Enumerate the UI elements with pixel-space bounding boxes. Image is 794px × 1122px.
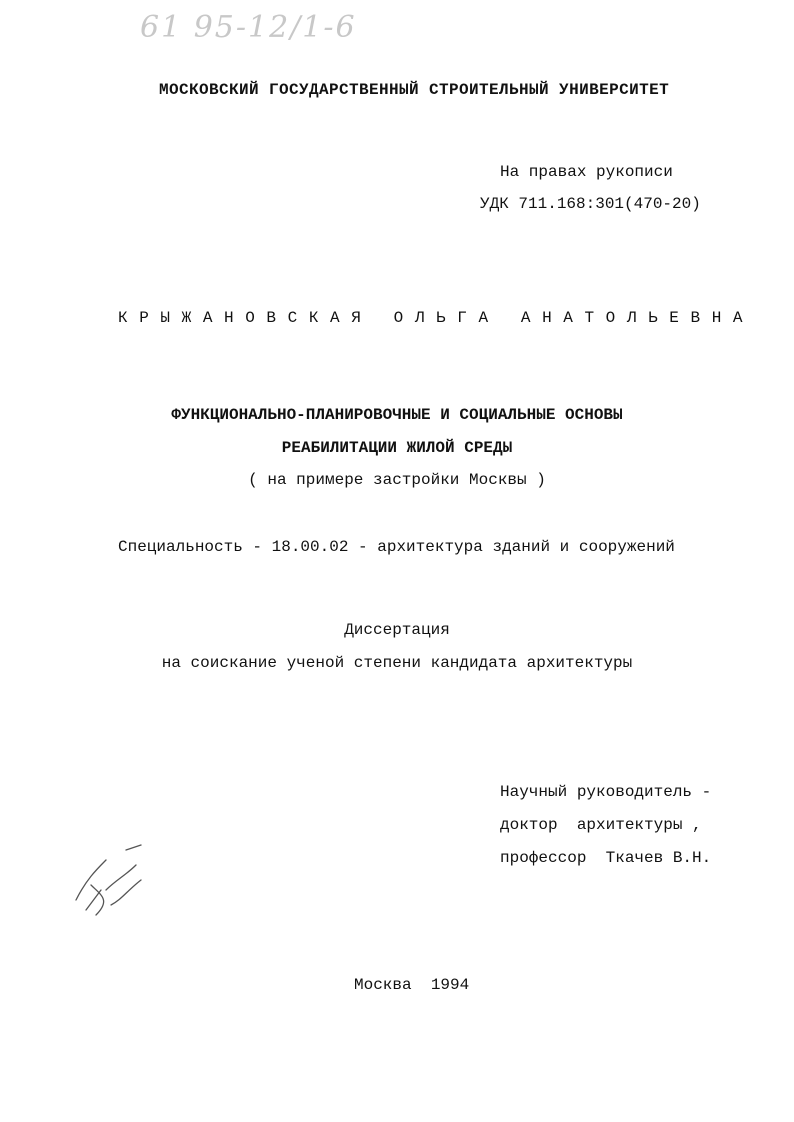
manuscript-rights: На правах рукописи (500, 163, 673, 181)
udk-code: УДК 711.168:301(470-20) (480, 195, 701, 213)
subtitle: ( на примере застройки Москвы ) (248, 471, 546, 489)
author-name: К Р Ы Ж А Н О В С К А Я О Л Ь Г А А Н А Т О Л Ь Е В Н А (118, 309, 744, 327)
degree: на соискание ученой степени кандидата архитектуры (161, 654, 633, 672)
supervisor-line-1: Научный руководитель - (500, 783, 712, 801)
supervisor-line-2: доктор архитектуры , (500, 816, 702, 834)
signature-mark (66, 840, 156, 930)
title-line-2: РЕАБИЛИТАЦИИ ЖИЛОЙ СРЕДЫ (281, 439, 513, 457)
document-type: Диссертация (344, 621, 450, 639)
archive-handwritten-mark: 61 95-12/1-6 (140, 10, 357, 45)
specialty: Специальность - 18.00.02 - архитектура зданий и сооружений (118, 538, 675, 556)
university-name: МОСКОВСКИЙ ГОСУДАРСТВЕННЫЙ СТРОИТЕЛЬНЫЙ УНИВЕРСИТЕТ (159, 81, 670, 99)
supervisor-line-3: профессор Ткачев В.Н. (500, 849, 712, 867)
place-and-year: Москва 1994 (354, 976, 470, 994)
title-line-1: ФУНКЦИОНАЛЬНО-ПЛАНИРОВОЧНЫЕ И СОЦИАЛЬНЫЕ ОСНОВЫ (171, 406, 623, 424)
